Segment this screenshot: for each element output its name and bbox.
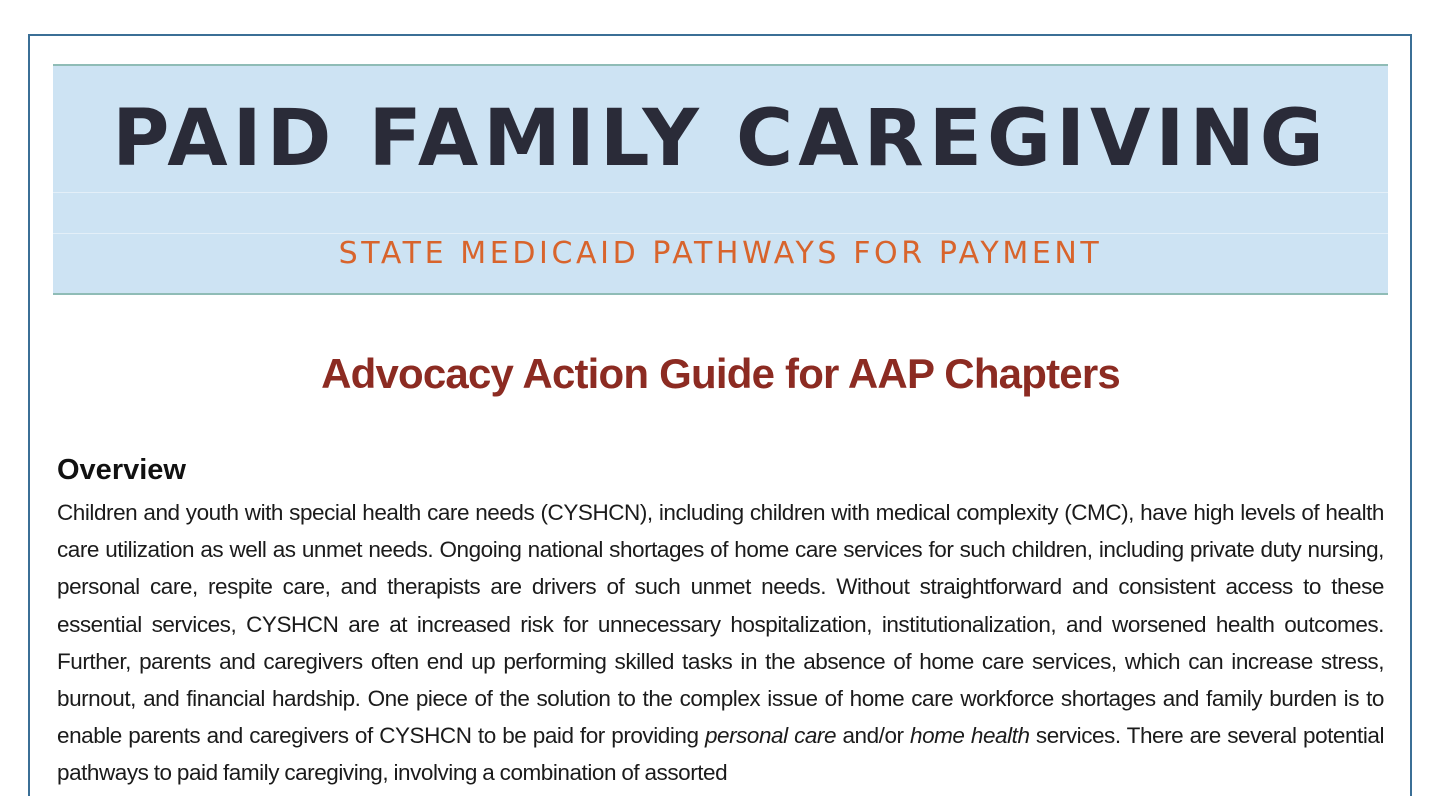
banner-divider <box>53 192 1388 193</box>
section-heading-overview: Overview <box>57 454 186 486</box>
overview-paragraph <box>57 494 1384 792</box>
document-subtitle: STATE MEDICAID PATHWAYS FOR PAYMENT <box>338 236 1103 271</box>
document-title: PAID FAMILY CAREGIVING <box>112 94 1329 184</box>
paragraph-text: and/or <box>836 723 910 749</box>
paragraph-text: Children and youth with special health care needs (CYSHCN), including children with medical complexity (CMC), have high levels of health care utilization as well as unmet needs. Ongoing national shortages of home care services for such children, including private duty nursing, personal care, respite care, and therapists are drivers of such unmet needs. Without straightforward and consistent access to these essential services, CYSHCN are at increased risk for unnecessary hospitalization, institutionalization, and worsened health outcomes. Further, parents and caregivers often end up performing skilled tasks in the absence of home care services, which can increase stress, burnout, and financial hardship. One piece of the solution to the complex issue of home care workforce shortages and family burden is to enable parents and caregivers of CYSHCN to be paid for providing <box>57 500 1384 749</box>
title-banner <box>53 64 1388 295</box>
emphasis-home-health: home health <box>910 723 1030 749</box>
emphasis-personal-care: personal care <box>704 723 837 749</box>
paragraph-text: services. There are several potential pathways to paid family caregiving, involving a combination of assorted <box>57 723 1385 786</box>
guide-title: Advocacy Action Guide for AAP Chapters <box>321 350 1120 397</box>
